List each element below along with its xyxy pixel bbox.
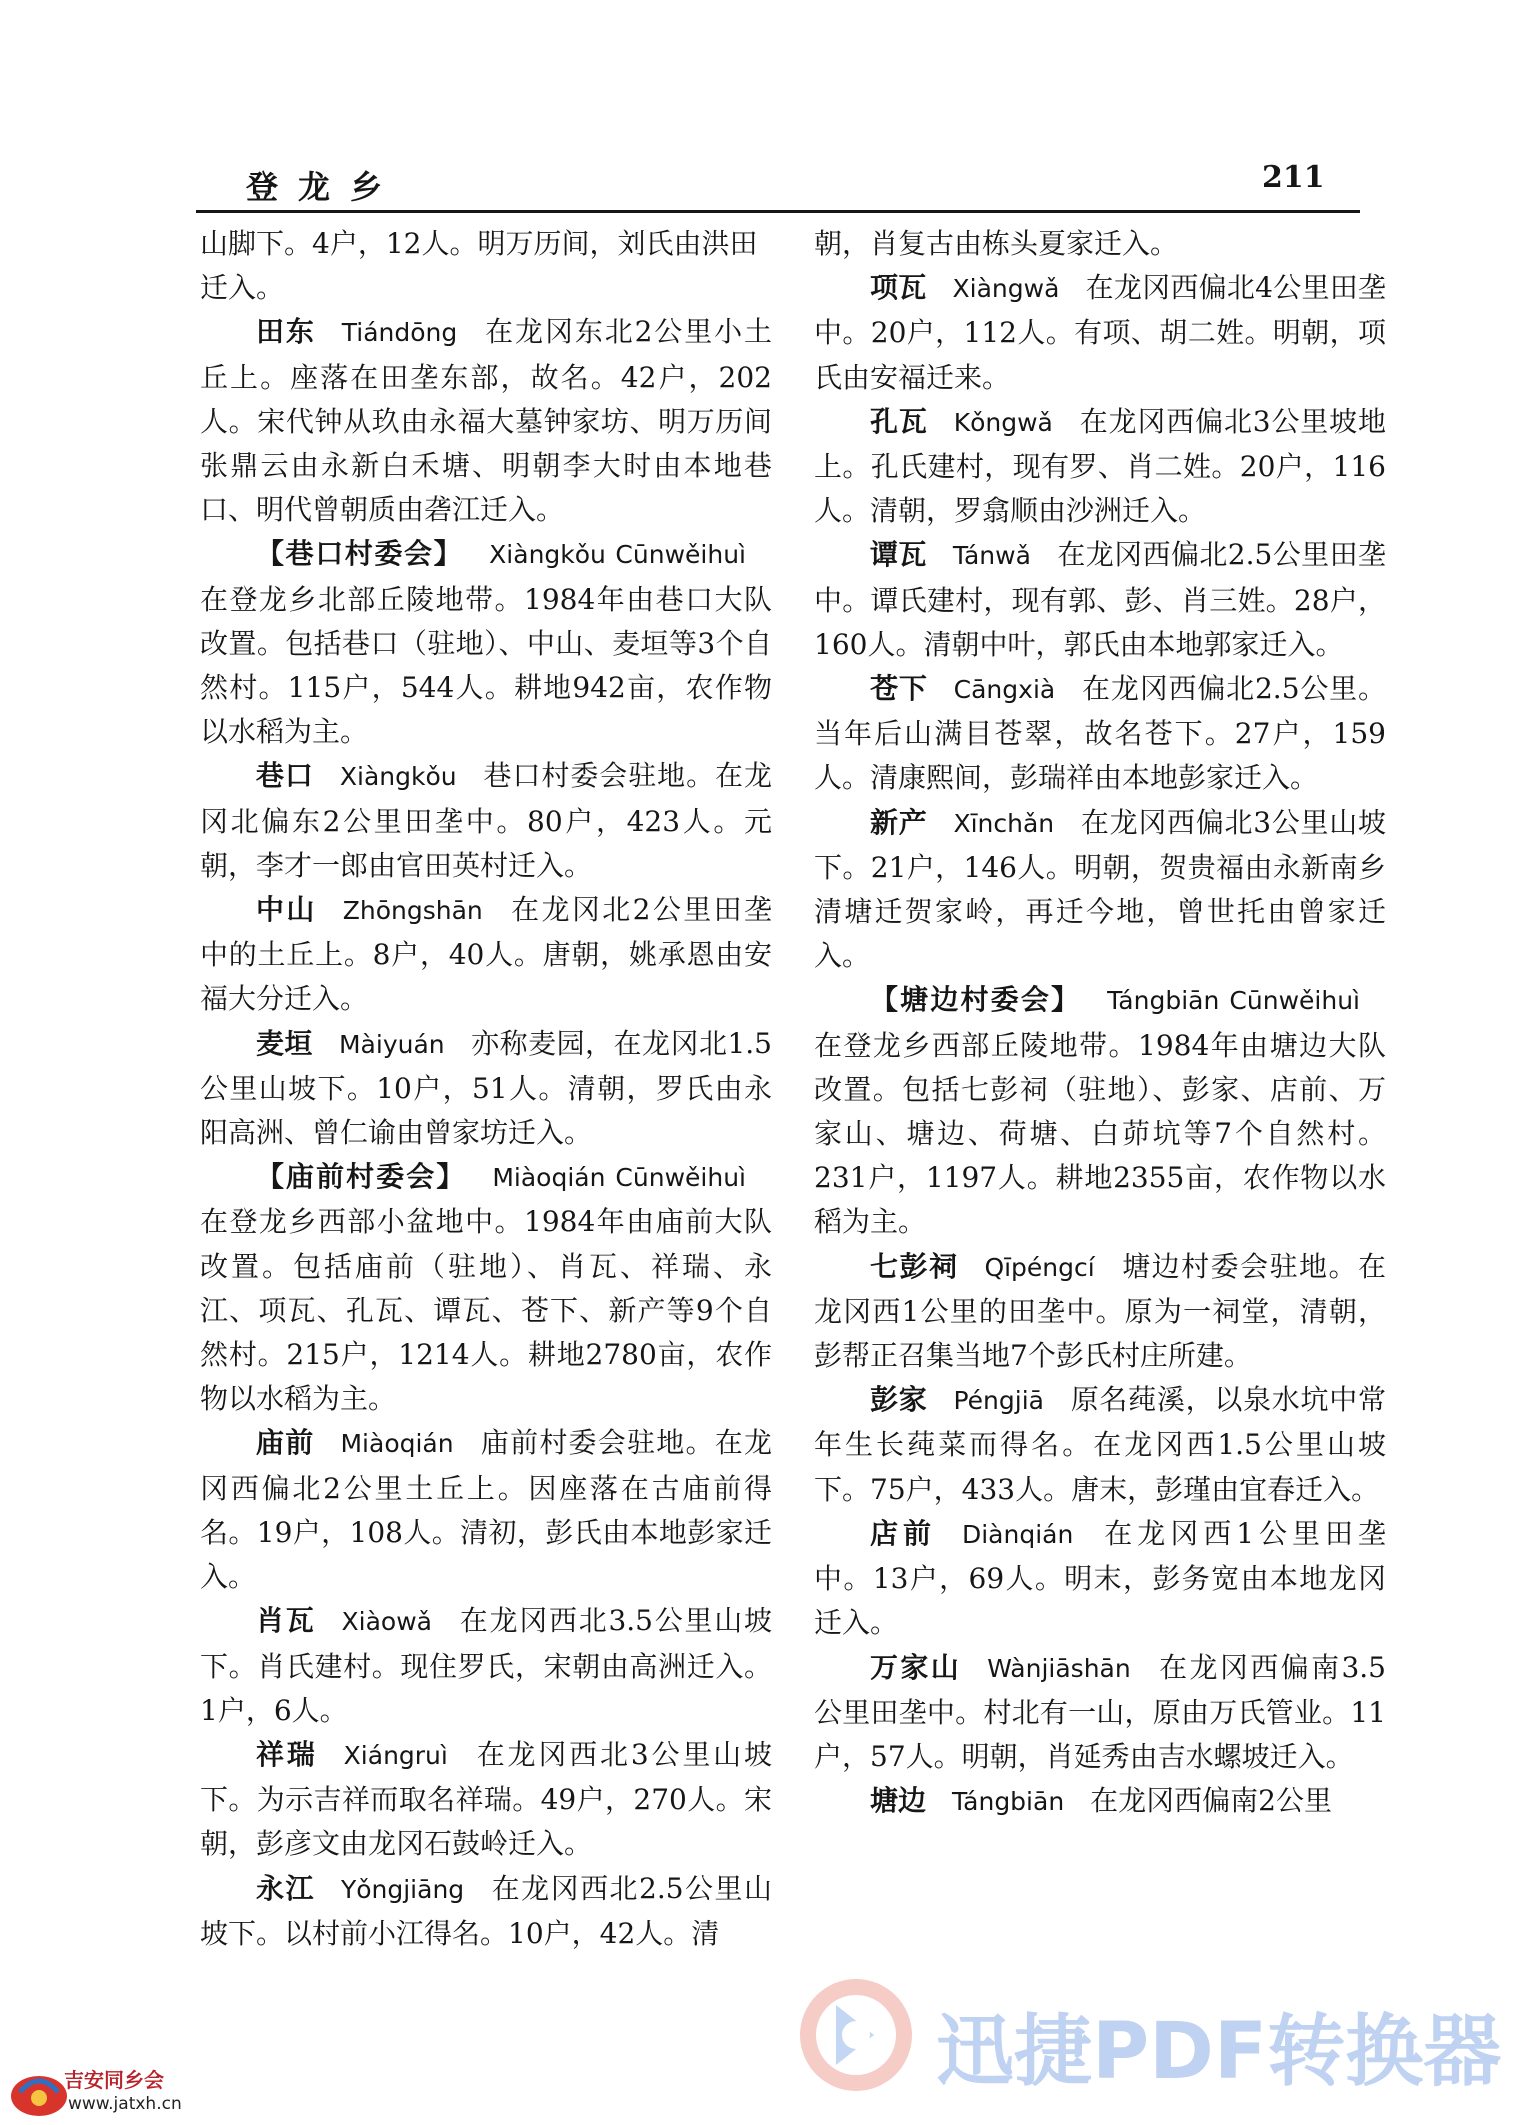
entry-pinyin: Xiàowǎ [341,1607,432,1637]
gazetteer-entry [814,1646,1386,1780]
entry-headword: 【塘边村委会】 [870,983,1082,1017]
gazetteer-entry [814,400,1386,534]
gazetteer-entry [200,754,772,888]
entry-text: 在龙冈西北3.5公里山坡下。肖氏建村。现住罗氏，宋朝由高洲迁入。1户，6人。 [200,1604,772,1727]
entry-pinyin: Miàoqián Cūnwěihuì [492,1163,746,1193]
gazetteer-entry [200,1155,772,1421]
continued-text [200,222,772,310]
entry-text: 在龙冈西偏北3公里坡地上。孔氏建村，现有罗、肖二姓。20户，116人。清朝，罗翕顺由沙洲迁入。 [814,404,1386,528]
gazetteer-entry [814,533,1386,667]
entry-headword: 麦垣 [256,1026,313,1060]
entry-headword: 田东 [256,315,316,349]
entry-pinyin: Qīpéngcí [984,1252,1095,1282]
entry-headword: 巷口 [256,759,314,793]
right-column [814,222,1386,1824]
entry-text: 朝，肖复古由栋头夏家迁入。 [814,227,1179,260]
gazetteer-entry [200,1733,772,1867]
entry-pinyin: Xiángruì [343,1740,448,1770]
entry-pinyin: Xīnchǎn [953,808,1055,838]
entry-pinyin: Miàoqián [340,1429,454,1459]
entry-headword: 店前 [870,1516,936,1550]
entry-pinyin: Cāngxià [953,675,1056,705]
pdf-converter-logo-icon [796,1975,916,2095]
entry-headword: 孔瓦 [870,404,928,438]
entry-pinyin: Tángbiān [952,1787,1065,1817]
entry-pinyin: Tiándōng [341,318,458,348]
entry-text: 在龙冈东北2公里小土丘上。座落在田垄东部，故名。42户，202人。宋代钟从玖由永福大墓钟家坊、明万历间张鼎云由永新白禾塘、明朝李大时由本地巷口、明代曾朝质由砻江迁入。 [200,315,772,527]
gazetteer-entry [200,1599,772,1733]
entry-text: 在龙冈西北2.5公里山坡下。以村前小江得名。10户，42人。清 [200,1871,772,1950]
entry-text: 在龙冈西偏北2.5公里田垄中。谭氏建村，现有郭、彭、肖三姓。28户，160人。清朝中叶，郭氏由本地郭家迁入。 [814,538,1386,661]
entry-text: 在龙冈西偏北4公里田垄中。20户，112人。有项、胡二姓。明朝，项氏由安福迁来。 [814,271,1386,394]
continued-text [814,222,1386,266]
entry-text: 庙前村委会驻地。在龙冈西偏北2公里土丘上。因座落在古庙前得名。19户，108人。清初，彭氏由本地彭家迁入。 [200,1426,772,1594]
entry-text: 在龙冈西偏北2.5公里。当年后山满目苍翠，故名苍下。27户，159人。清康熙间，彭瑞祥由本地彭家迁入。 [814,672,1386,795]
gazetteer-entry [200,888,772,1022]
entry-pinyin: Yǒngjiāng [340,1874,465,1904]
gazetteer-entry [814,1779,1386,1824]
entry-pinyin: Tánwǎ [952,541,1031,571]
emblem-icon [8,2062,70,2120]
entry-pinyin: Diànqián [961,1519,1074,1549]
entry-text: 在龙冈西偏北3公里山坡下。21户，146人。明朝，贺贵福由永新南乡清塘迁贺家岭，再迁今地，曾世托由曾家迁入。 [814,805,1386,973]
gazetteer-entry [814,978,1386,1244]
entry-pinyin: Xiàngkǒu Cūnwěihuì [489,540,746,570]
watermark-text: 迅捷PDF转换器 [936,2007,1502,2097]
gazetteer-entry [814,266,1386,400]
entry-headword: 中山 [256,893,317,927]
left-column [200,222,772,1956]
entry-pinyin: Péngjiā [953,1386,1044,1416]
gazetteer-entry [814,1245,1386,1379]
entry-text: 在龙冈北2公里田垄中的土丘上。8户，40人。唐朝，姚承恩由安福大分迁入。 [200,893,772,1016]
gazetteer-entry [814,801,1386,979]
entry-headword: 【巷口村委会】 [256,537,464,571]
entry-text: 在登龙乡北部丘陵地带。1984年由巷口大队改置。包括巷口（驻地）、中山、麦垣等3个自然村。115户，544人。耕地942亩，农作物以水稻为主。 [200,582,772,749]
entry-headword: 彭家 [870,1383,928,1417]
entry-text: 在龙冈西北3公里山坡下。为示吉祥而取名祥瑞。49户，270人。宋朝，彭彦文由龙冈石鼓岭迁入。 [200,1737,772,1861]
entry-text: 在龙冈西1公里田垄中。13户，69人。明末，彭务宽由本地龙冈迁入。 [814,1516,1386,1640]
entry-headword: 【庙前村委会】 [256,1160,467,1194]
entry-text: 巷口村委会驻地。在龙冈北偏东2公里田垄中。80户，423人。元朝，李才一郎由官田英村迁入。 [200,759,772,882]
watermark [796,1975,1516,2095]
entry-headword: 永江 [256,1871,315,1905]
corner-logo [8,2060,182,2122]
header-title: 登龙乡 [246,168,403,206]
corner-logo-name: 吉安同乡会 [64,2068,164,2092]
page-number: 211 [1262,160,1325,195]
gazetteer-entry [814,667,1386,801]
entry-pinyin: Màiyuán [338,1029,445,1059]
gazetteer-entry [200,532,772,754]
entry-headword: 庙前 [256,1426,315,1460]
entry-headword: 谭瓦 [870,538,927,572]
entry-text: 在登龙乡西部丘陵地带。1984年由塘边大队改置。包括七彭祠（驻地）、彭家、店前、万家山、塘边、荷塘、白茆坑等7个自然村。231户，1197人。耕地2355亩，农作物以水稻为主。 [814,1028,1386,1239]
entry-headword: 塘边 [870,1784,927,1818]
corner-logo-url: www.jatxh.cn [68,2094,182,2114]
entry-pinyin: Zhōngshān [342,896,483,926]
entry-headword: 肖瓦 [256,1604,316,1638]
entry-headword: 苍下 [870,672,928,706]
entry-text: 塘边村委会驻地。在龙冈西1公里的田垄中。原为一祠堂，清朝，彭帮正召集当地7个彭氏村庄所建。 [814,1249,1386,1373]
entry-text: 在登龙乡西部小盆地中。1984年由庙前大队改置。包括庙前（驻地）、肖瓦、祥瑞、永江、项瓦、孔瓦、谭瓦、苍下、新产等9个自然村。215户，1214人。耕地2780亩，农作物以水稻为主。 [200,1205,772,1416]
gazetteer-entry [200,1022,772,1156]
entry-text: 在龙冈西偏南3.5公里田垄中。村北有一山，原由万氏管业。11户，57人。明朝，肖延秀由吉水螺坡迁入。 [814,1650,1386,1773]
entry-text: 山脚下。4户，12人。明万历间，刘氏由洪田迁入。 [200,227,758,305]
entry-headword: 万家山 [870,1650,962,1684]
entry-pinyin: Tángbiān Cūnwěihuì [1107,986,1360,1016]
entry-pinyin: Kǒngwǎ [953,407,1053,437]
entry-headword: 新产 [870,805,928,839]
gazetteer-entry [200,1867,772,1956]
gazetteer-entry [814,1512,1386,1646]
entry-text: 亦称麦园，在龙冈北1.5公里山坡下。10户，51人。清朝，罗氏由永阳高洲、曾仁谕由曾家坊迁入。 [200,1026,772,1150]
gazetteer-entry [814,1378,1386,1512]
entry-headword: 项瓦 [870,271,927,305]
entry-headword: 七彭祠 [870,1249,959,1283]
gazetteer-entry [200,310,772,532]
entry-headword: 祥瑞 [256,1737,318,1771]
entry-pinyin: Xiàngkǒu [339,762,457,792]
entry-pinyin: Xiàngwǎ [952,274,1060,304]
entry-text: 在龙冈西偏南2公里 [1090,1784,1332,1818]
entry-text: 原名莼溪，以泉水坑中常年生长莼菜而得名。在龙冈西1.5公里山坡下。75户，433人。唐末，彭瑾由宜春迁入。 [814,1383,1386,1506]
entry-pinyin: Wànjiāshān [987,1653,1131,1683]
gazetteer-entry [200,1421,772,1599]
header-divider [196,210,1360,213]
